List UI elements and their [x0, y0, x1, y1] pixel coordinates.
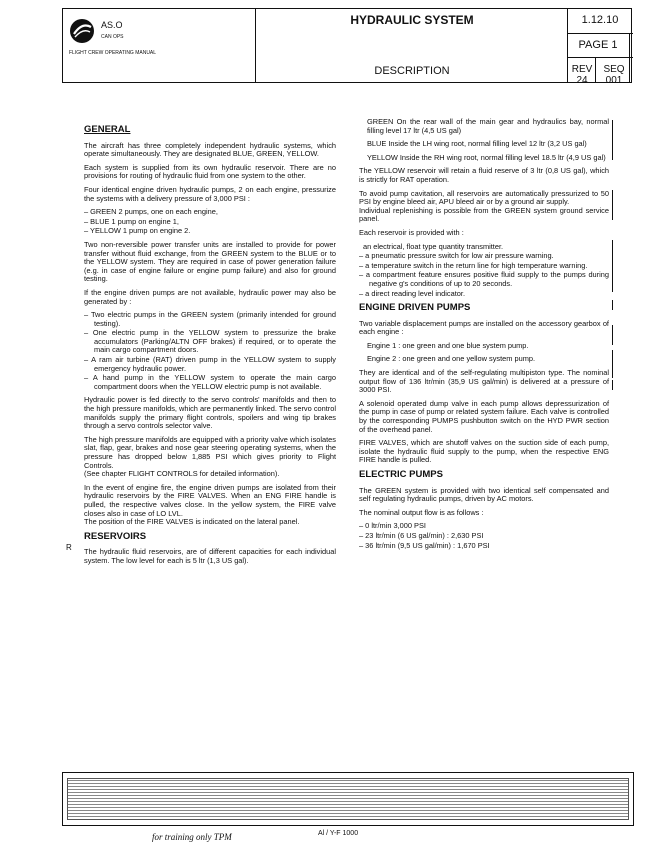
paragraph: The YELLOW reservoir will retain a fluid reserve of 3 ltr (0,8 US gal), which is strictly for RAT operation.	[359, 166, 609, 184]
sequence: SEQ 001	[603, 64, 625, 86]
logo-brand: AS.O	[101, 20, 123, 30]
engine-1-pumps: Engine 1 : one green and one blue system pump.	[367, 340, 529, 350]
paragraph: In the event of engine fire, the engine driven pumps are isolated from their hydraulic reservoirs by the FIRE VALVES. When an ENG FIRE handle is pulled, the respective valves close. In the yellow system, the FIRE valve closes also in case of LO LVL.	[84, 482, 336, 518]
paragraph: The GREEN system is provided with two identical self compensated and self regulating hydraulic pumps, driven by AC motors.	[359, 485, 609, 504]
revision-bar	[612, 380, 613, 390]
list-item: – a pneumatic pressure switch for low air pressure warning.	[359, 251, 554, 261]
list-item: – A ram air turbine (RAT) driven pump in the YELLOW system to supply emergency hydraulic power.	[84, 355, 336, 373]
paragraph: (See chapter FLIGHT CONTROLS for detailed information).	[84, 469, 280, 479]
section-heading-engine-driven-pumps: ENGINE DRIVEN PUMPS	[359, 302, 471, 314]
paragraph: They are identical and of the self-regulating multipiston type. The nominal output flow of 136 ltr/min (35,9 US gal/min) is delivered at a pressure of 3000 PSI.	[359, 368, 609, 395]
revision-bar	[612, 350, 613, 378]
reservoir-blue: BLUE Inside the LH wing root, normal filling level 12 ltr (3,2 US gal)	[367, 139, 587, 149]
backup-power-list	[84, 311, 336, 391]
header-box	[62, 8, 632, 86]
revision: REV 24	[571, 64, 593, 86]
list-item: – a compartment feature ensures positive fluid supply to the pumps during negative g's conditions of up to 20 seconds.	[359, 270, 609, 288]
list-item: – GREEN 2 pumps, one on each engine,	[84, 207, 218, 217]
paragraph: To avoid pump cavitation, all reservoirs are automatically pressurized to 50 PSI by engine bleed air, APU bleed air or by a ground air supply.	[359, 188, 609, 207]
revision-bar	[612, 240, 613, 292]
list-item: – BLUE 1 pump on engine 1,	[84, 216, 179, 226]
paragraph: Two variable displacement pumps are installed on the accessory gearbox of each engine :	[359, 318, 609, 337]
paragraph: The high pressure manifolds are equipped with a priority valve which isolates slat, flap, gear, brakes and nose gear steering operating systems, when the pressure has dropped below 1,885 PSI which gives priority to Flight Controls.	[84, 434, 336, 470]
footer-box	[62, 772, 634, 826]
page-subtitle: DESCRIPTION	[374, 65, 450, 77]
pump-list	[84, 208, 336, 236]
logo-mark-icon	[69, 18, 95, 44]
list-item: an electrical, float type quantity transmitter.	[363, 241, 504, 251]
revision-bar	[612, 325, 613, 345]
reservoir-equipment-list	[359, 243, 609, 299]
paragraph: If the engine driven pumps are not available, hydraulic power may also be generated by :	[84, 287, 336, 306]
list-item: – A hand pump in the YELLOW system to operate the main cargo compartment doors when the YELLOW electric pump is not available.	[84, 373, 336, 391]
paragraph: The aircraft has three completely independent hydraulic systems, which operate simultaneously. They are designated BLUE, GREEN, YELLOW.	[84, 140, 336, 159]
page-number: PAGE 1	[578, 39, 618, 51]
paragraph: Individual replenishing is possible from the GREEN system ground service panel.	[359, 205, 609, 224]
paragraph: The nominal output flow is as follows :	[359, 507, 484, 517]
paragraph: Each system is supplied from its own hydraulic reservoir. There are no provisions for routing of hydraulic fluid from one system to the other.	[84, 162, 336, 181]
paragraph: Each reservoir is provided with :	[359, 227, 464, 237]
paragraph: Hydraulic power is fed directly to the servo controls' manifolds and then to the high pressure manifolds, which are permanently linked. The servo control manifolds supply the primary flight controls, spoilers and wing tip brakes through a servo controls selector valve.	[84, 395, 336, 431]
reservoir-yellow: YELLOW Inside the RH wing root, normal filling level 18.5 ltr (4,9 US gal)	[367, 152, 606, 162]
section-heading-reservoirs: RESERVOIRS	[84, 530, 147, 542]
company-logo	[67, 14, 257, 64]
list-item: – a direct reading level indicator.	[359, 288, 465, 298]
output-flow-list	[359, 522, 609, 550]
list-item: – 23 ltr/min (6 US gal/min) : 2,630 PSI	[359, 530, 484, 540]
manual-name: FLIGHT CREW OPERATING MANUAL	[69, 50, 157, 56]
left-column	[84, 120, 336, 571]
footer-pattern	[67, 778, 629, 820]
paragraph: Two non-reversible power transfer units are installed to provide for power transfer without fluid exchange, from the GREEN system to the BLUE or to the YELLOW system. They are required in case of power generation failure (e.g. in case of engine failure or engine pump failure) and also for ground testing.	[84, 239, 336, 284]
revision-bar	[612, 300, 613, 310]
page-title: HYDRAULIC SYSTEM	[350, 13, 474, 27]
revision-bar	[612, 120, 613, 160]
section-number: 1.12.10	[581, 14, 619, 26]
training-note: for training only TPM	[152, 832, 232, 842]
paragraph: Four identical engine driven hydraulic pumps, 2 on each engine, pressurize the systems with a delivery pressure of 3,000 PSI :	[84, 184, 336, 203]
list-item: – 0 ltr/min 3,000 PSI	[359, 521, 426, 531]
section-heading-general: GENERAL	[84, 124, 131, 135]
paragraph: The hydraulic fluid reservoirs, are of different capacities for each individual system. The low level for each is 5 ltr (1,3 US gal).	[84, 547, 336, 565]
list-item: – One electric pump in the YELLOW system to pressurize the brake accumulators (Parking/ALTN OFF brakes) if required, or to operate the main cargo compartment doors.	[84, 328, 336, 355]
section-heading-electric-pumps: ELECTRIC PUMPS	[359, 469, 443, 480]
list-item: – Two electric pumps in the GREEN system (primarily intended for ground testing).	[84, 310, 336, 328]
list-item: – YELLOW 1 pump on engine 2.	[84, 226, 191, 236]
revision-bar	[612, 190, 613, 220]
paragraph: A solenoid operated dump valve in each pump allows depressurization of the pump in case of pump or related system failure. Each valve is controlled by the corresponding PUMPS pushbutton switch on the HYD PWR section of the overhead panel.	[359, 398, 609, 434]
list-item: – 36 ltr/min (9,5 US gal/min) : 1,670 PSI	[359, 540, 490, 550]
paragraph: The position of the FIRE VALVES is indicated on the lateral panel.	[84, 517, 300, 527]
list-item: – a temperature switch in the return line for high temperature warning.	[359, 260, 588, 270]
right-column	[359, 118, 609, 555]
document-code: Al / Y-F 1000	[318, 830, 359, 837]
engine-2-pumps: Engine 2 : one green and one yellow system pump.	[367, 354, 536, 364]
reservoir-green: GREEN On the rear wall of the main gear and hydraulics bay, normal filling level 17 ltr (4,5 US gal)	[367, 117, 609, 135]
paragraph: FIRE VALVES, which are shutoff valves on the suction side of each pump, isolate the hydraulic fluid supply to the pump, when the respective ENG FIRE handle is pulled.	[359, 438, 609, 465]
revision-mark: R	[66, 543, 72, 552]
logo-subtitle: CAN OPS	[101, 34, 124, 40]
